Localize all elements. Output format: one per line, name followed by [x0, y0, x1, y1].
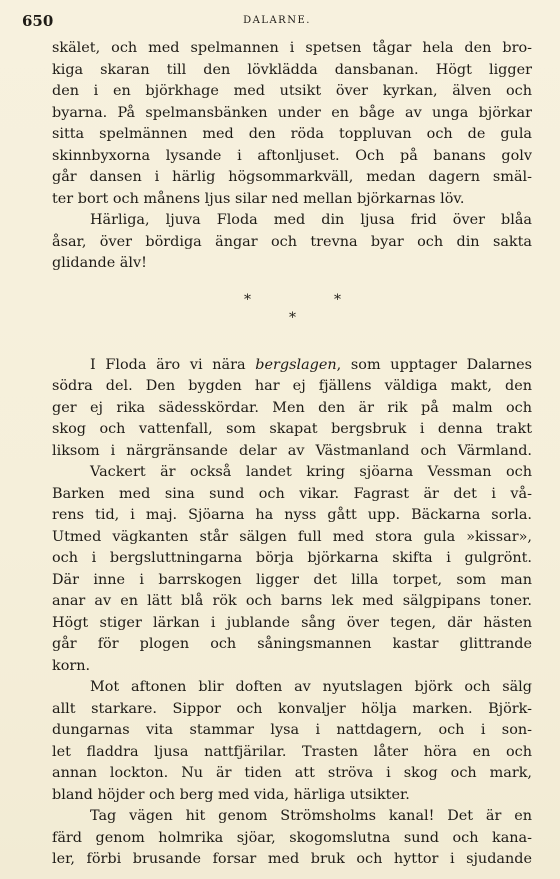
text-line: liksom i närgränsande delar av Västmanland och Värmland. — [52, 442, 532, 459]
text-line: ler, förbi brusande forsar med bruk och hyttor i sjudande — [52, 851, 532, 867]
text-line: färd genom holmrika sjöar, skogomslutna sund och kana- — [52, 829, 532, 846]
asterisk: * — [289, 309, 296, 326]
text-line: och i bergsluttningarna börja björkarna skifta i gulgrönt. — [52, 550, 532, 566]
text-line: ter bort och månens ljus silar ned mellan björkarnas löv. — [52, 190, 465, 207]
section-separator — [52, 275, 532, 355]
text-line: dungarnas vita stammar lysa i nattdagern, och i son- — [52, 722, 532, 738]
text-line: kiga skaran till den lövklädda dansbanan. Högt ligger — [52, 61, 532, 78]
paragraph — [52, 677, 532, 806]
text-line: rens tid, i maj. Sjöarna ha nyss gått upp. Bäckarna sorla. — [52, 507, 532, 523]
text-line: sitta spelmännen med den röda toppluvan och de gula — [52, 126, 532, 142]
asterisk: * — [334, 291, 341, 308]
text-line: den i en björkhage med utsikt över kyrkan, älven och — [52, 83, 532, 99]
italic-term: bergslagen — [255, 356, 337, 373]
text-line: skälet, och med spelmannen i spetsen tågar hela den bro- — [52, 40, 532, 56]
text-line: Barken med sina sund och vikar. Fagrast är det i vå- — [52, 485, 532, 502]
text-line: Högt stiger lärkan i jublande sång över tegen, där hästen — [52, 614, 532, 631]
text-line: byarna. På spelmansbänken under en båge av unga björkar — [52, 104, 532, 121]
paragraph — [52, 38, 532, 210]
text-line: skinnbyxorna lysande i aftonljuset. Och på banans golv — [52, 147, 532, 164]
paragraph — [52, 806, 532, 871]
page-number: 650 — [22, 12, 54, 30]
text-line: Tag vägen hit genom Strömsholms kanal! Det är en — [90, 808, 532, 824]
text-line: går dansen i härlig högsommarkväll, medan dagern smäl- — [52, 169, 532, 185]
page-header — [22, 12, 532, 32]
text-line: anar av en lätt blå rök och barns lek med sälgpipans toner. — [52, 593, 532, 609]
text-line: glidande älv! — [52, 255, 147, 271]
text-line: Där inne i barrskogen ligger det lilla torpet, som man — [52, 571, 532, 588]
paragraph — [52, 210, 532, 275]
text-line: skog och vattenfall, som skapat bergsbruk i denna trakt — [52, 421, 532, 437]
text-line: allt starkare. Sippor och konvaljer hölja marken. Björk- — [52, 700, 532, 717]
running-head: DALARNE. — [243, 15, 311, 26]
text-line: bland höjder och berg med vida, härliga utsikter. — [52, 786, 410, 803]
text-line: annan lockton. Nu är tiden att ströva i skog och mark, — [52, 765, 532, 781]
text-run: I Floda äro vi nära — [90, 356, 256, 373]
text-line: går för plogen och såningsmannen kastar glittrande — [52, 636, 532, 652]
paragraph — [52, 462, 532, 677]
paragraph — [52, 355, 532, 463]
text-line: södra del. Den bygden har ej fjällens väldiga makt, den — [52, 378, 532, 394]
text-line: åsar, över bördiga ängar och trevna byar och din sakta — [52, 233, 532, 250]
body-text — [52, 38, 532, 871]
text-line: Härliga, ljuva Floda med din ljusa frid över blåa — [90, 212, 532, 228]
text-line: Utmed vägkanten står sälgen full med stora gula »kissar», — [52, 528, 532, 545]
text-line: ger ej rika sädesskördar. Men den är rik på malm och — [52, 399, 532, 416]
asterisk: * — [244, 291, 251, 308]
text-line: let fladdra ljusa nattfjärilar. Trasten låter höra en och — [52, 743, 532, 760]
text-line — [52, 355, 532, 377]
text-line: korn. — [52, 657, 91, 674]
text-run: , som upptager Dalarnes — [336, 356, 532, 373]
text-line: Vackert är också landet kring sjöarna Vessman och — [90, 464, 532, 480]
text-line: Mot aftonen blir doften av nyutslagen björk och sälg — [90, 679, 532, 695]
